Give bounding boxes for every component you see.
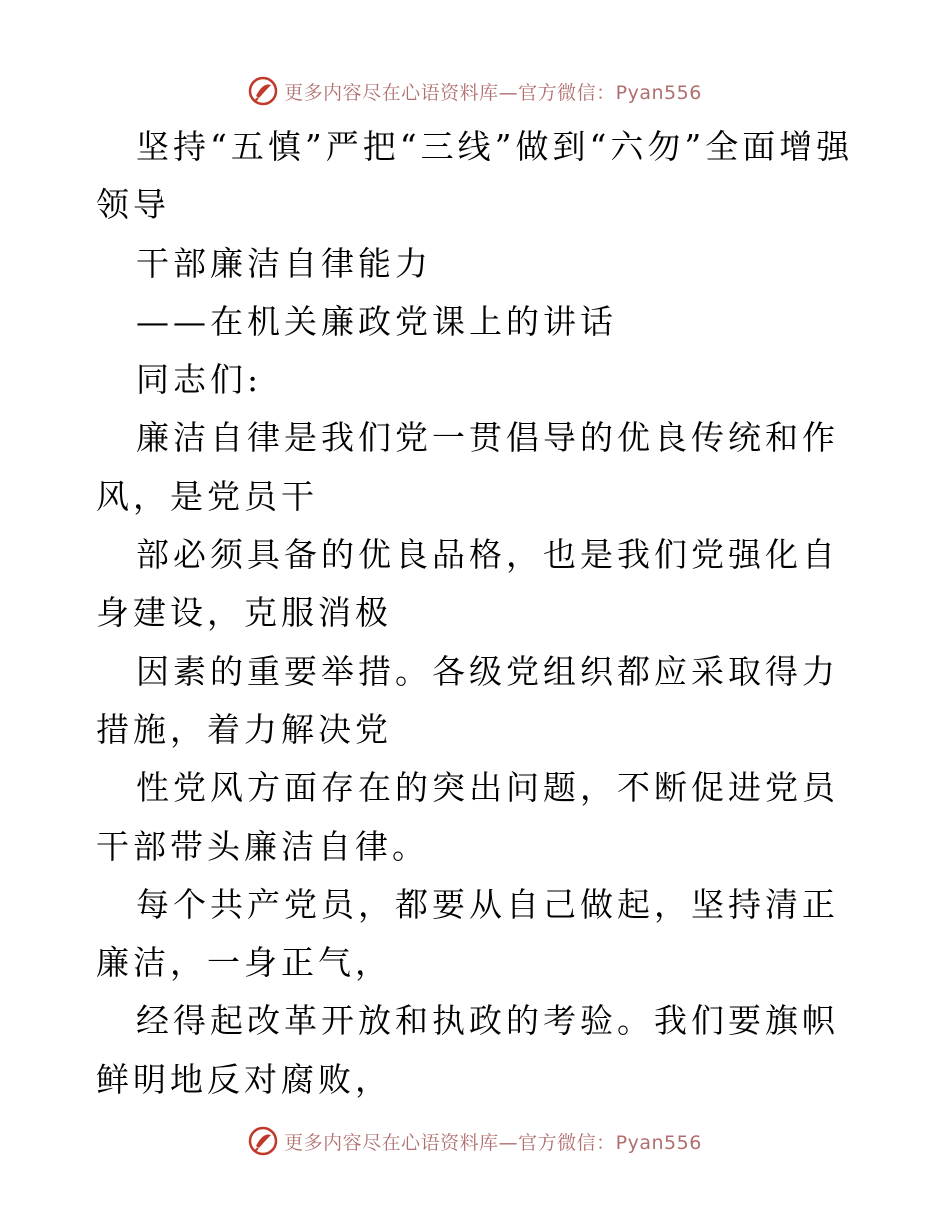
watermark-logo-icon <box>248 76 278 106</box>
document-title: 坚持“五慎”严把“三线”做到“六勿”全面增强领导 <box>96 127 854 225</box>
document-body <box>96 118 856 1109</box>
document-subtitle: ——在机关廉政党课上的讲话 <box>136 301 617 341</box>
document-title-line-2: 干部廉洁自律能力 <box>136 243 432 283</box>
body-paragraph: 每个共产党员，都要从自己做起，坚持清正廉洁，一身正气， <box>96 884 839 983</box>
watermark-logo-icon <box>248 1126 278 1156</box>
footer-watermark <box>0 1121 950 1161</box>
body-paragraph: 经得起改革开放和执政的考验。我们要旗帜鲜明地反对腐败， <box>96 1001 839 1099</box>
body-paragraph: 因素的重要举措。各级党组织都应采取得力措施，着力解决党 <box>96 651 839 749</box>
salutation: 同志们: <box>136 360 263 400</box>
body-paragraph: 廉洁自律是我们党一贯倡导的优良传统和作风，是党员干 <box>96 418 839 516</box>
watermark-text: 更多内容尽在心语资料库—官方微信：Pyan556 <box>284 1131 702 1154</box>
body-paragraph: 部必须具备的优良品格，也是我们党强化自身建设，克服消极 <box>96 535 839 633</box>
header-watermark <box>0 71 950 111</box>
body-paragraph: 性党风方面存在的突出问题，不断促进党员干部带头廉洁自律。 <box>96 768 839 866</box>
watermark-text: 更多内容尽在心语资料库—官方微信：Pyan556 <box>284 81 702 104</box>
